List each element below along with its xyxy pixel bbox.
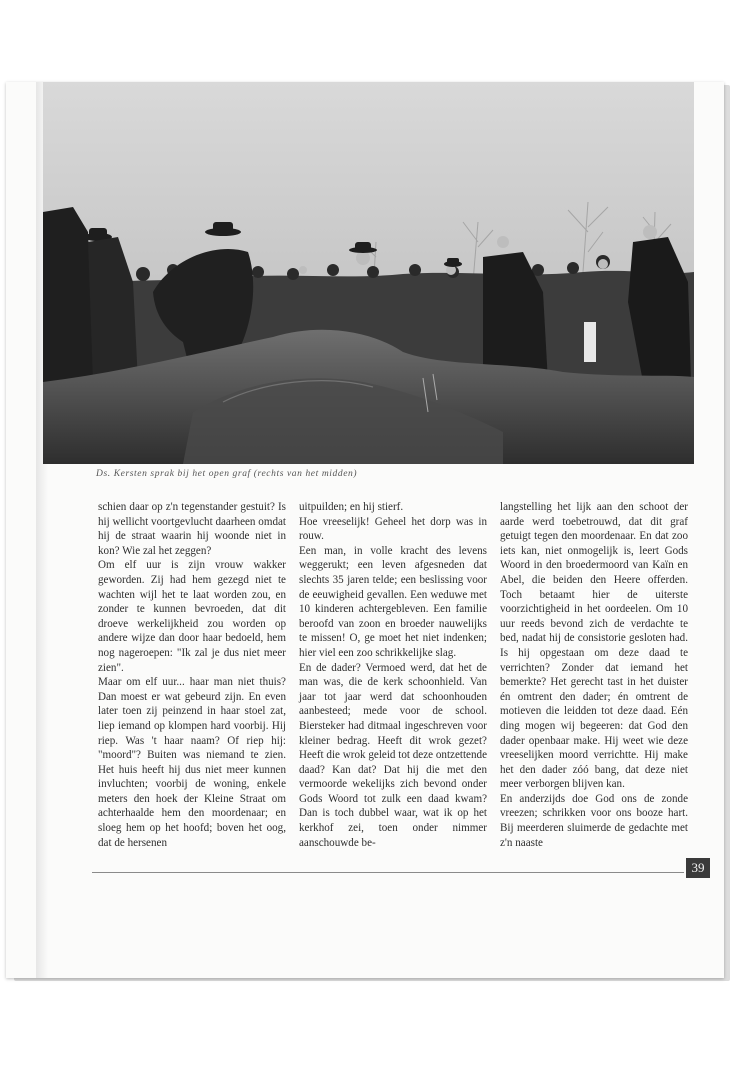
funeral-photo <box>43 82 694 464</box>
photo-caption: Ds. Kersten sprak bij het open graf (rechts van het midden) <box>96 469 358 479</box>
article-column-1 <box>98 500 286 850</box>
paragraph: En anderzijds doe God ons de zonde vreezen; schrikken voor ons booze hart. Bij meerderen sluimerde de gedachte met z'n naaste <box>500 792 688 849</box>
paragraph: Maar om elf uur... haar man niet thuis? Dan moest er wat gebeurd zijn. En even later toen zij peinzend in haar stoel zat, liep iemand op klompen hard voorbij. Hij riep. Was 't haar naam? Of riep hij: "moord"? Buiten was niemand te zien. Het huis heeft hij dus niet meer kunnen invluchten; voorbij de woning, enkele meters den hoek der Kleine Straat om achterhaalde hem den moordenaar; en sloeg hem op het hoofd; boven het oog, dat de hersenen <box>98 676 286 849</box>
magazine-page <box>6 82 724 978</box>
article-column-3 <box>500 500 688 850</box>
footer-rule <box>92 872 684 873</box>
paragraph: uitpuilden; en hij stierf. <box>299 501 404 513</box>
page-number: 39 <box>686 858 710 878</box>
paragraph: Om elf uur is zijn vrouw wakker geworden. Zij had hem gezegd niet te wachten wijl het te laat worden zou, en zonder te kunnen bevroeden, dat dit droeve werkelijkheid zou worden op andere wijze dan door haar bedoeld, hem nog nageroepen: "Ik zal je dus niet meer zien". <box>98 559 286 674</box>
paragraph: schien daar op z'n tegenstander gestuit? Is hij wellicht voortgevlucht daarheen omdat hij de straat waarin hij woonde niet in kon? Wie zal het zeggen? <box>98 501 286 557</box>
paragraph: Een man, in volle kracht des levens weggerukt; een leven afgesneden dat slechts 35 jaren telde; een beslissing voor de eeuwigheid gevallen. Een weduwe met 10 kinderen achtergebleven. Een familie beroofd van zoon en broeder nauwelijks te missen! O, ge moet het niet indenken; hier viel een zoo schrikkelijke slag. <box>299 544 487 659</box>
paragraph: langstelling het lijk aan den schoot der aarde werd toebetrouwd, dat dit graf getuigt tegen den moordenaar. En dat zoo iets kan, niet onmogelijk is, leert Gods Woord in den broedermoord van Kaïn en Abel, die beiden den Heere offerden. Toch betaamt hier de uiterste voorzichtigheid in het oordeelen. Om 10 uur reeds bevond zich de verdachte te bed, nadat hij de consistorie gesloten had. Is hij opgestaan om deze daad te verrichten? Zonder dat iemand het bemerkte? Het gerecht tast in het duister én omtrent den dader; én omtrent de motieven die leidden tot deze daad. Eén ding mogen wij begeeren: dat God den dader openbaar make. Hij weet wie deze vreeselijken moord verrichtte. Hij make het den dader zóó bang, dat deze niet meer verborgen blijven kan. <box>500 501 688 791</box>
article-column-2 <box>299 500 487 850</box>
paragraph: Hoe vreeselijk! Geheel het dorp was in rouw. <box>299 515 487 543</box>
funeral-photo-image <box>43 82 694 464</box>
paragraph: En de dader? Vermoed werd, dat het de man was, die de kerk schoonhield. Van jaar tot jaar werd dat schoonhouden aanbesteed; mede voor de school. Biersteker had ditmaal ingeschreven voor kleiner bedrag. Heeft dit wrok gezet? Heeft die wrok geleid tot deze ontzettende daad? Kan dat? Dat hij die met den vermoorde wekelijks zich bevond onder Gods Woord tot zulk een daad kwam? Dan is toch dubbel waar, wat ik op het kerkhof zei, toen onder nimmer aanschouwde be- <box>299 661 487 849</box>
